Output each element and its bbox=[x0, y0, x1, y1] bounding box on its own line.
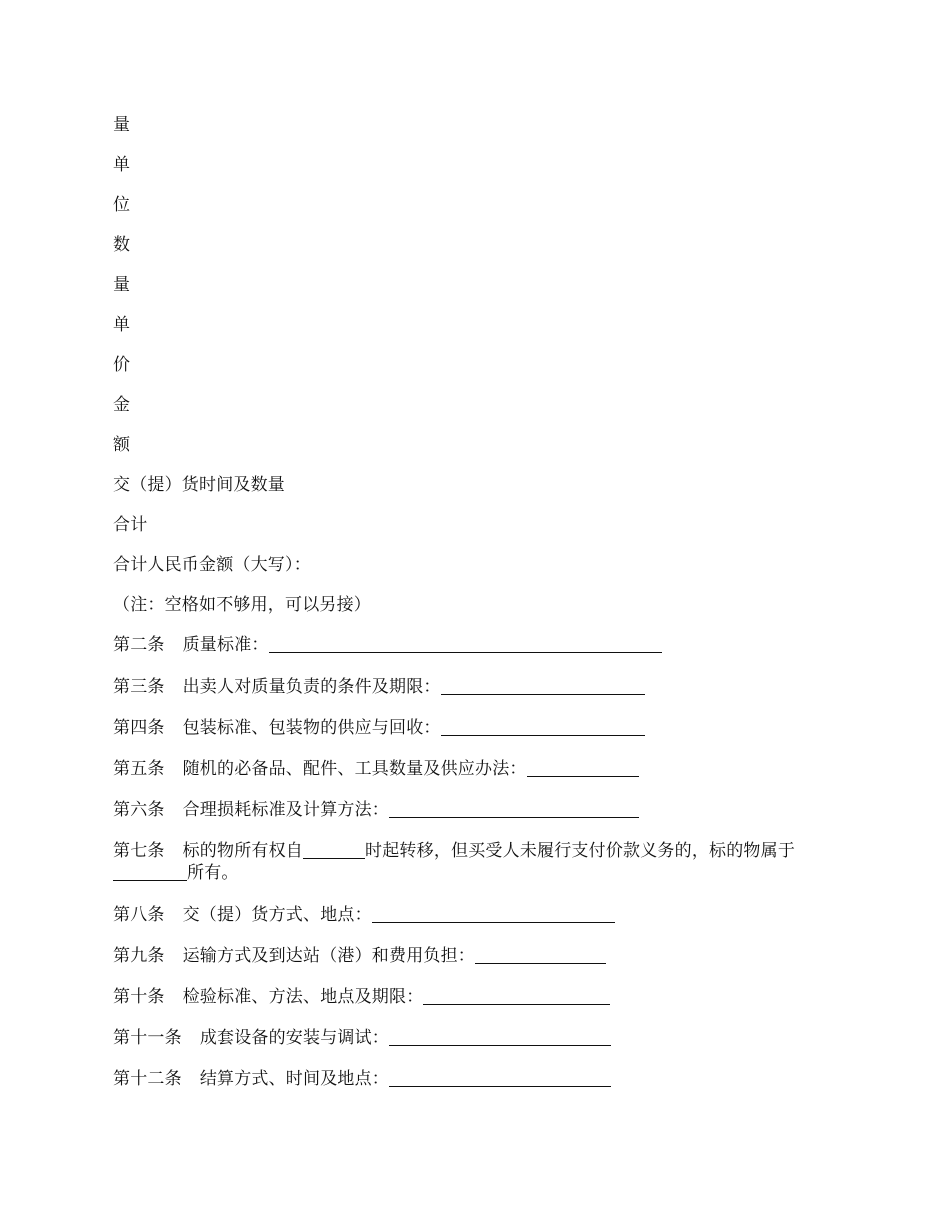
article-label: 检验标准、方法、地点及期限： bbox=[182, 987, 424, 1007]
fill-in-blank-owner[interactable] bbox=[113, 863, 187, 881]
table-note: （注：空格如不够用，可以另接） bbox=[113, 595, 371, 615]
fill-in-blank[interactable] bbox=[389, 800, 639, 818]
article-number: 第八条 bbox=[113, 905, 165, 925]
table-header-price-2: 价 bbox=[113, 355, 131, 375]
table-header-measure: 量 bbox=[113, 115, 131, 135]
article-text-a: 标的物所有权自 bbox=[182, 841, 304, 861]
article-11 bbox=[113, 1027, 611, 1049]
article-number: 第十一条 bbox=[113, 1028, 182, 1048]
table-header-price-1: 单 bbox=[113, 315, 131, 335]
article-label: 随机的必备品、配件、工具数量及供应办法： bbox=[182, 759, 527, 779]
fill-in-blank[interactable] bbox=[389, 1069, 611, 1087]
article-7 bbox=[113, 840, 848, 884]
fill-in-blank[interactable] bbox=[441, 718, 645, 736]
table-header-amount-1: 金 bbox=[113, 395, 131, 415]
fill-in-blank[interactable] bbox=[372, 905, 615, 923]
table-header-quantity-1: 数 bbox=[113, 235, 131, 255]
table-header-delivery: 交（提）货时间及数量 bbox=[113, 475, 285, 495]
article-9 bbox=[113, 945, 606, 967]
article-4 bbox=[113, 717, 645, 739]
article-number: 第四条 bbox=[113, 718, 165, 738]
article-2 bbox=[113, 634, 662, 656]
article-number: 第十二条 bbox=[113, 1069, 182, 1089]
article-number: 第五条 bbox=[113, 759, 165, 779]
article-number: 第二条 bbox=[113, 635, 165, 655]
article-3 bbox=[113, 676, 645, 698]
article-label: 出卖人对质量负责的条件及期限： bbox=[182, 677, 441, 697]
table-header-total: 合计 bbox=[113, 515, 148, 535]
article-text-c: 所有。 bbox=[187, 863, 239, 883]
article-number: 第九条 bbox=[113, 946, 165, 966]
fill-in-blank[interactable] bbox=[389, 1028, 611, 1046]
article-5 bbox=[113, 758, 639, 780]
fill-in-blank[interactable] bbox=[269, 635, 662, 653]
article-10 bbox=[113, 986, 610, 1008]
article-number: 第七条 bbox=[113, 841, 165, 861]
article-8 bbox=[113, 904, 615, 926]
article-label: 结算方式、时间及地点： bbox=[199, 1069, 390, 1089]
table-header-unit-1: 单 bbox=[113, 155, 131, 175]
article-label: 包装标准、包装物的供应与回收： bbox=[182, 718, 441, 738]
article-text-b: 时起转移，但买受人未履行支付价款义务的，标的物属于 bbox=[365, 841, 796, 861]
table-header-unit-2: 位 bbox=[113, 195, 131, 215]
article-number: 第六条 bbox=[113, 800, 165, 820]
table-header-quantity-2: 量 bbox=[113, 275, 131, 295]
fill-in-blank[interactable] bbox=[423, 987, 610, 1005]
article-label: 质量标准： bbox=[182, 635, 269, 655]
fill-in-blank[interactable] bbox=[441, 677, 645, 695]
article-label: 成套设备的安装与调试： bbox=[199, 1028, 390, 1048]
table-header-amount-2: 额 bbox=[113, 435, 131, 455]
article-6 bbox=[113, 799, 639, 821]
fill-in-blank[interactable] bbox=[475, 946, 606, 964]
article-12 bbox=[113, 1068, 611, 1090]
total-rmb-amount: 合计人民币金额（大写）： bbox=[113, 555, 311, 575]
article-label: 交（提）货方式、地点： bbox=[182, 905, 372, 925]
article-number: 第十条 bbox=[113, 987, 165, 1007]
fill-in-blank-transfer-time[interactable] bbox=[303, 841, 365, 859]
article-number: 第三条 bbox=[113, 677, 165, 697]
fill-in-blank[interactable] bbox=[527, 759, 639, 777]
article-label: 合理损耗标准及计算方法： bbox=[182, 800, 390, 820]
article-label: 运输方式及到达站（港）和费用负担： bbox=[182, 946, 476, 966]
